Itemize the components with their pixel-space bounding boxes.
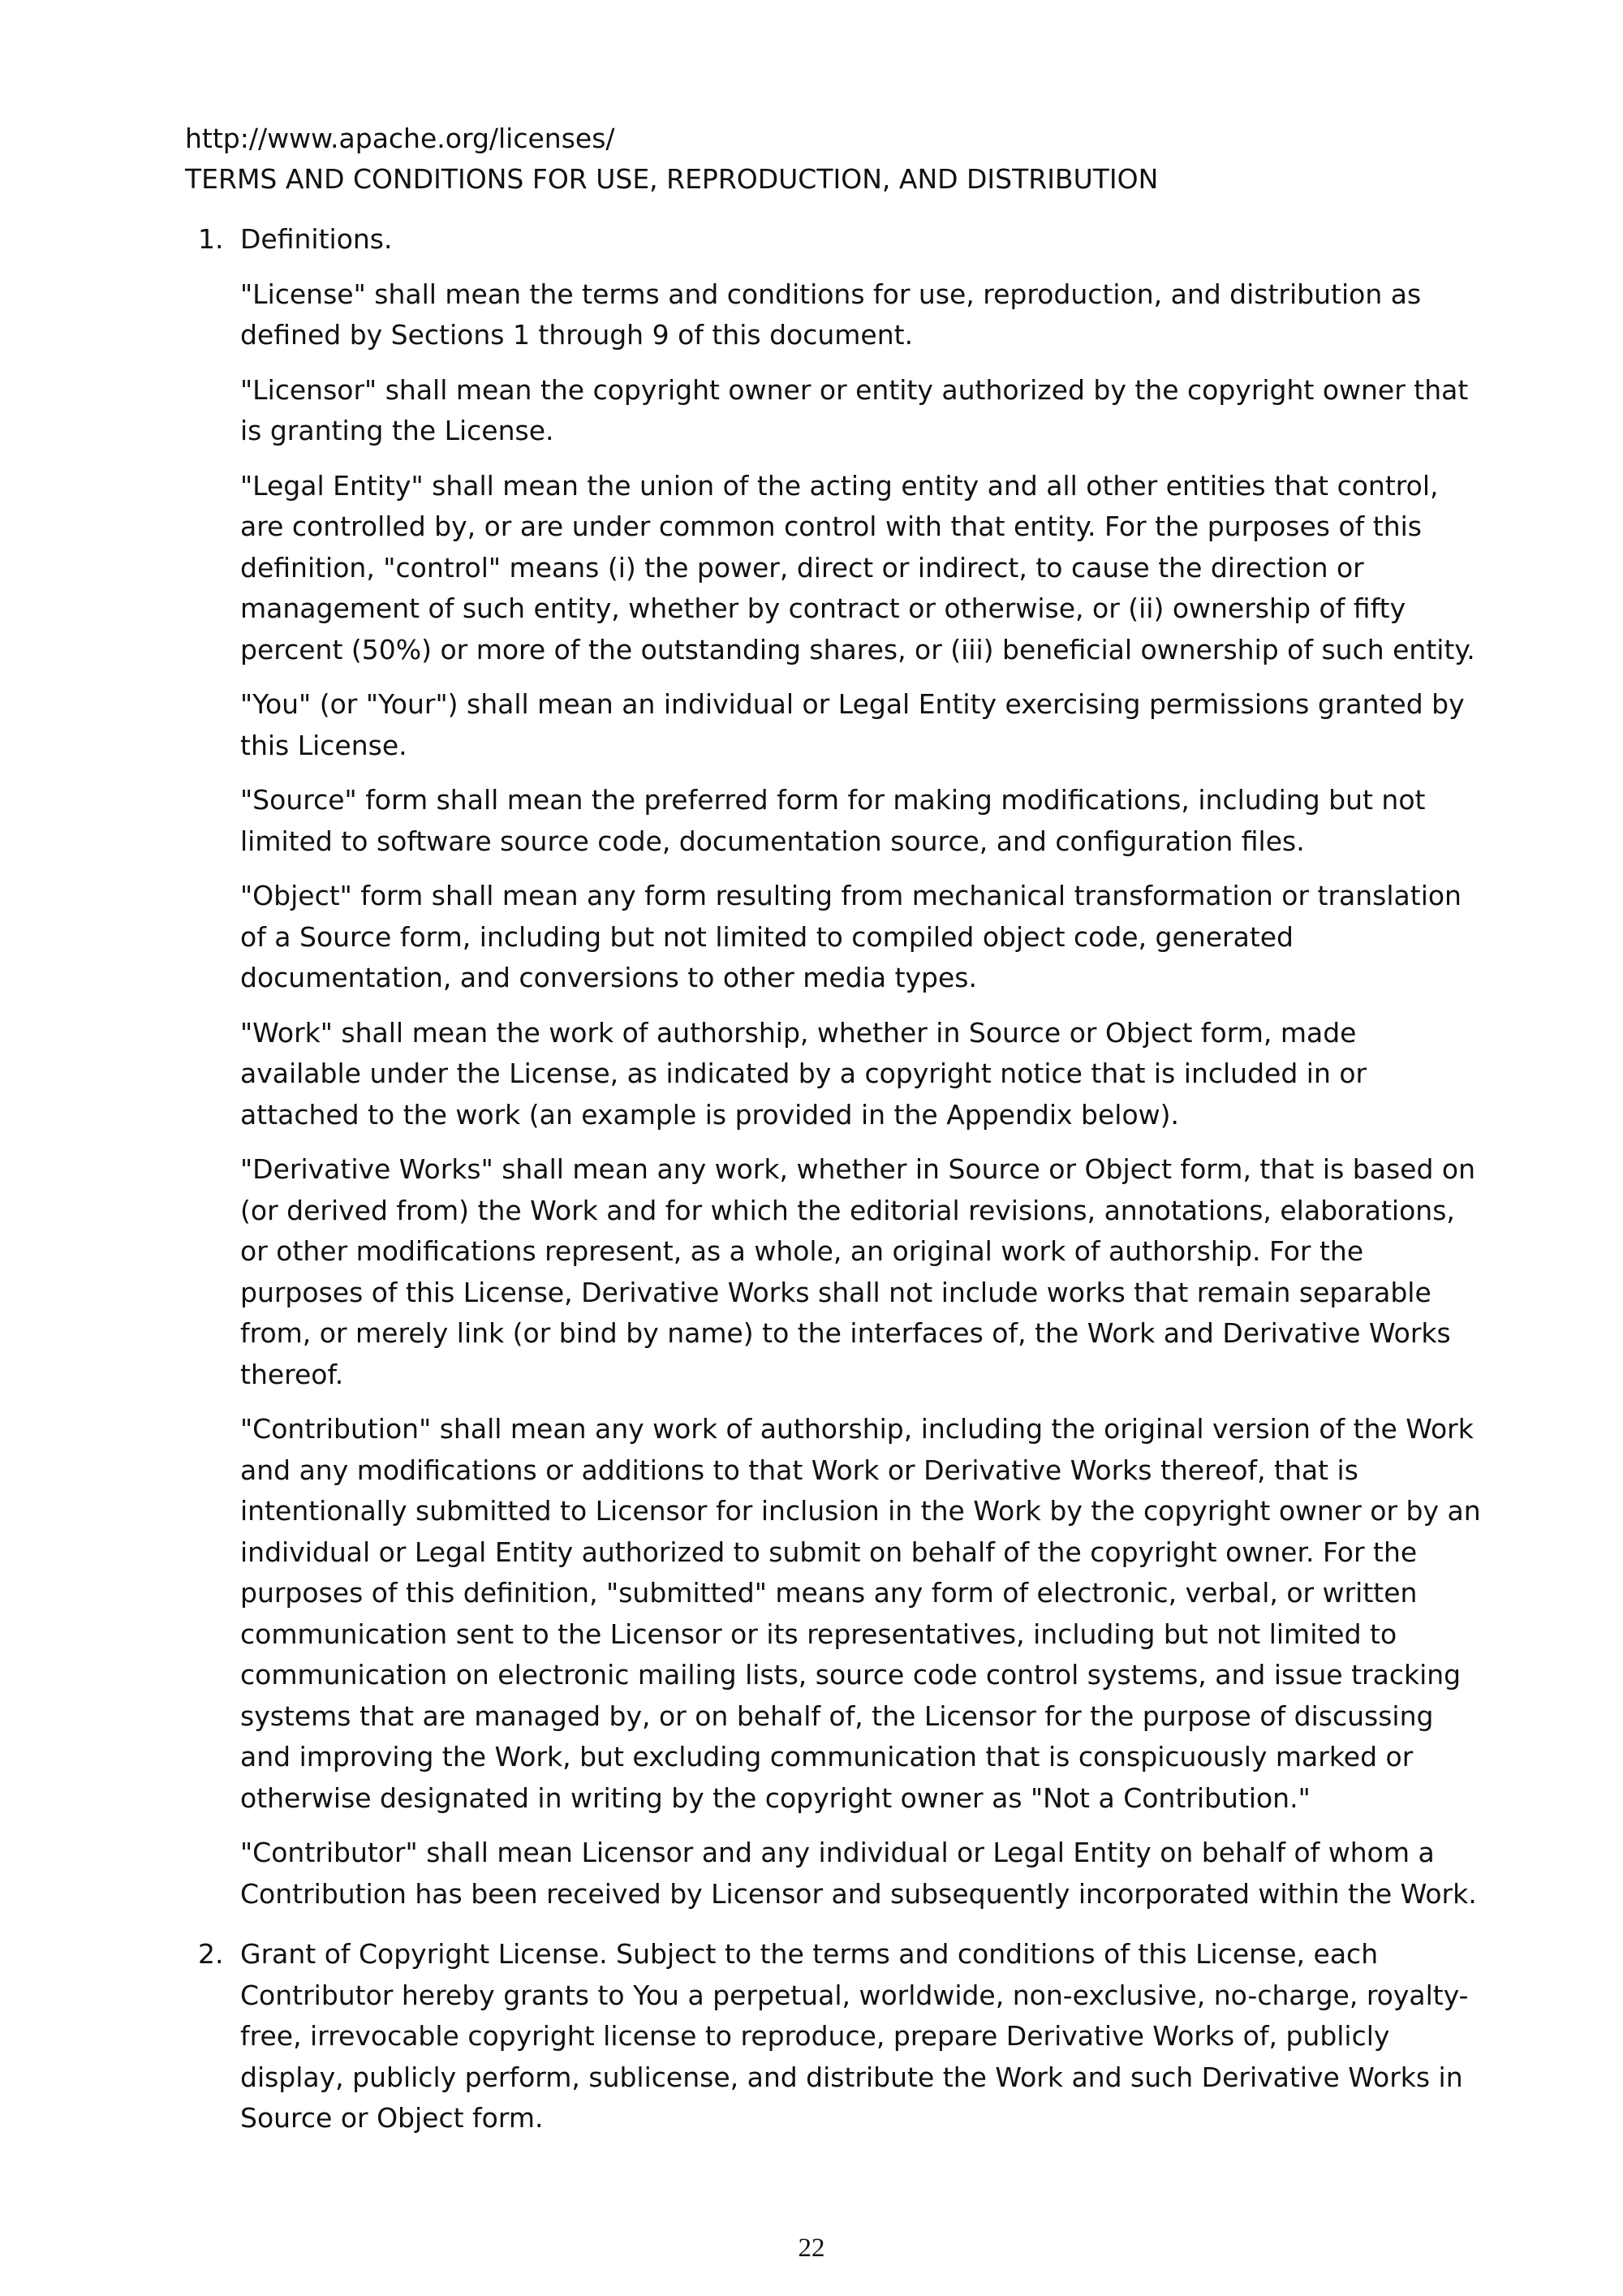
section-heading: Definitions. (240, 223, 393, 255)
terms-title: TERMS AND CONDITIONS FOR USE, REPRODUCTION, AND DISTRIBUTION (185, 163, 1159, 195)
definition-contributor: "Contributor" shall mean Licensor and any individual or Legal Entity on behalf of whom a Contribution has been received by Licensor and subsequently incorporated within the Work. (240, 1837, 1477, 1910)
section-2 (185, 1934, 1483, 2139)
section-heading: Grant of Copyright License. Subject to the terms and conditions of this License, each Contributor hereby grants to You a perpetual, worldwide, non-exclusive, no-charge, royalty-free, irrevocable copyright license to reproduce, prepare Derivative Works of, publicly display, publicly perform, sublicense, and distribute the Work and such Derivative Works in Source or Object form. (240, 1938, 1469, 2134)
definition-licensor: "Licensor" shall mean the copyright owner or entity authorized by the copyright owner that is granting the License. (240, 373, 1469, 446)
section-1 (185, 219, 1483, 1915)
license-url: http://www.apache.org/licenses/ (185, 123, 615, 154)
document-page (185, 118, 1483, 2159)
definition-license: "License" shall mean the terms and conditions for use, reproduction, and distribution as defined by Sections 1 through 9 of this document. (240, 278, 1422, 351)
section-number: 2. (198, 1938, 224, 1970)
definition-source: "Source" form shall mean the preferred form for making modifications, including but not limited to software source code, documentation source, and configuration files. (240, 784, 1426, 857)
definition-object: "Object" form shall mean any form resulting from mechanical transformation or translation of a Source form, including but not limited to compiled object code, generated documentation, and conversions to other media types. (240, 880, 1462, 993)
sections-list (185, 219, 1483, 2139)
definition-legal-entity: "Legal Entity" shall mean the union of the acting entity and all other entities that control, are controlled by, or are under common control with that entity. For the purposes of this definition, "control" means (i) the power, direct or indirect, to cause the direction or management of such entity, whether by contract or otherwise, or (ii) ownership of fifty percent (50%) or more of the outstanding shares, or (iii) beneficial ownership of such entity. (240, 469, 1475, 666)
section-number: 1. (198, 223, 224, 255)
definition-derivative-works: "Derivative Works" shall mean any work, whether in Source or Object form, that is based on (or derived from) the Work and for which the editorial revisions, annotations, elaborations, or other modifications represent, as a whole, an original work of authorship. For the purposes of this License, Derivative Works shall not include works that remain separable from, or merely link (or bind by name) to the interfaces of, the Work and Derivative Works thereof. (240, 1153, 1475, 1390)
page-number: 22 (798, 2234, 825, 2263)
definition-contribution: "Contribution" shall mean any work of authorship, including the original version of the Work and any modifications or additions to that Work or Derivative Works thereof, that is intentionally submitted to Licensor for inclusion in the Work by the copyright owner or by an individual or Legal Entity authorized to submit on behalf of the copyright owner. For the purposes of this definition, "submitted" means any form of electronic, verbal, or written communication sent to the Licensor or its representatives, including but not limited to communication on electronic mailing lists, source code control systems, and issue tracking systems that are managed by, or on behalf of, the Licensor for the purpose of discussing and improving the Work, but excluding communication that is conspicuously marked or otherwise designated in writing by the copyright owner as "Not a Contribution." (240, 1413, 1481, 1814)
definition-work: "Work" shall mean the work of authorship, whether in Source or Object form, made available under the License, as indicated by a copyright notice that is included in or attached to the work (an example is provided in the Appendix below). (240, 1016, 1367, 1131)
definition-you: "You" (or "Your") shall mean an individual or Legal Entity exercising permissions granted by this License. (240, 688, 1465, 761)
